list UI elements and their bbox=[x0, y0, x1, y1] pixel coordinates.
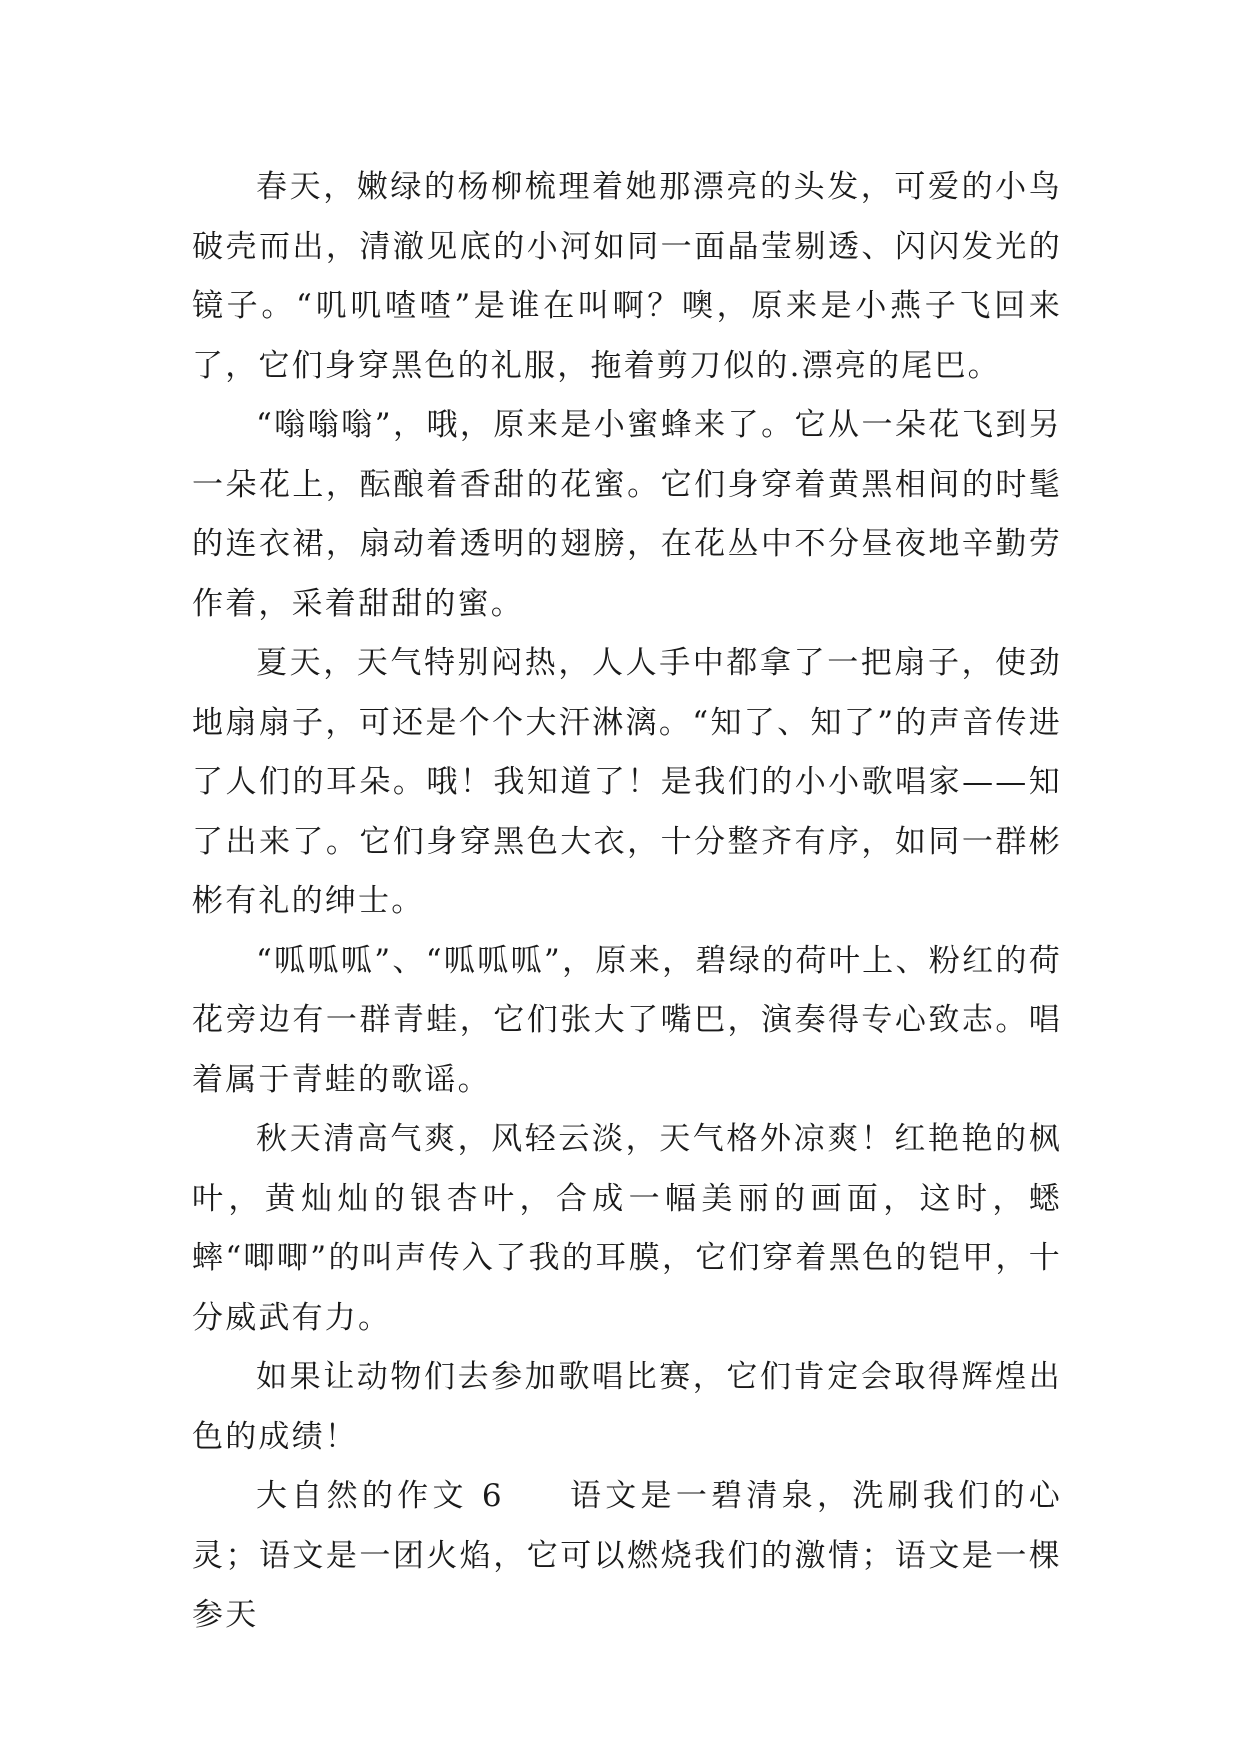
paragraph-next-essay bbox=[192, 1467, 1062, 1646]
paragraph-frogs: “呱呱呱”、“呱呱呱”，原来，碧绿的荷叶上、粉红的荷花旁边有一群青蛙，它们张大了嘴巴，演奏得专心致志。唱着属于青蛙的歌谣。 bbox=[192, 942, 1062, 1098]
paragraph-spring: 春天，嫩绿的杨柳梳理着她那漂亮的头发，可爱的小鸟破壳而出，清澈见底的小河如同一面晶莹剔透、闪闪发光的镜子。“叽叽喳喳”是谁在叫啊？噢，原来是小燕子飞回来了，它们身穿黑色的礼服，拖着剪刀似的.漂亮的尾巴。 bbox=[192, 169, 1062, 384]
paragraph-summer: 夏天，天气特别闷热，人人手中都拿了一把扇子，使劲地扇扇子，可还是个个大汗淋漓。“知了、知了”的声音传进了人们的耳朵。哦！我知道了！是我们的小小歌唱家——知了出来了。它们身穿黑色大衣，十分整齐有序，如同一群彬彬有礼的绅士。 bbox=[192, 645, 1062, 919]
paragraph-conclusion: 如果让动物们去参加歌唱比赛，它们肯定会取得辉煌出色的成绩！ bbox=[192, 1359, 1062, 1455]
paragraph-bees: “嗡嗡嗡”，哦，原来是小蜜蜂来了。它从一朵花飞到另一朵花上，酝酿着香甜的花蜜。它们身穿着黄黑相间的时髦的连衣裙，扇动着透明的翅膀，在花丛中不分昼夜地辛勤劳作着，采着甜甜的蜜。 bbox=[192, 407, 1062, 622]
essay-text: 语文是一碧清泉，洗刷我们的心灵；语文是一团火焰，它可以燃烧我们的激情；语文是一棵参天 bbox=[192, 1478, 1062, 1633]
paragraph-autumn: 秋天清高气爽，风轻云淡，天气格外凉爽！红艳艳的枫叶，黄灿灿的银杏叶，合成一幅美丽的画面，这时，蟋蟀“唧唧”的叫声传入了我的耳膜，它们穿着黑色的铠甲，十分威武有力。 bbox=[192, 1121, 1062, 1336]
essay-heading: 大自然的作文 6 bbox=[256, 1478, 504, 1514]
document-body bbox=[192, 158, 1062, 1646]
